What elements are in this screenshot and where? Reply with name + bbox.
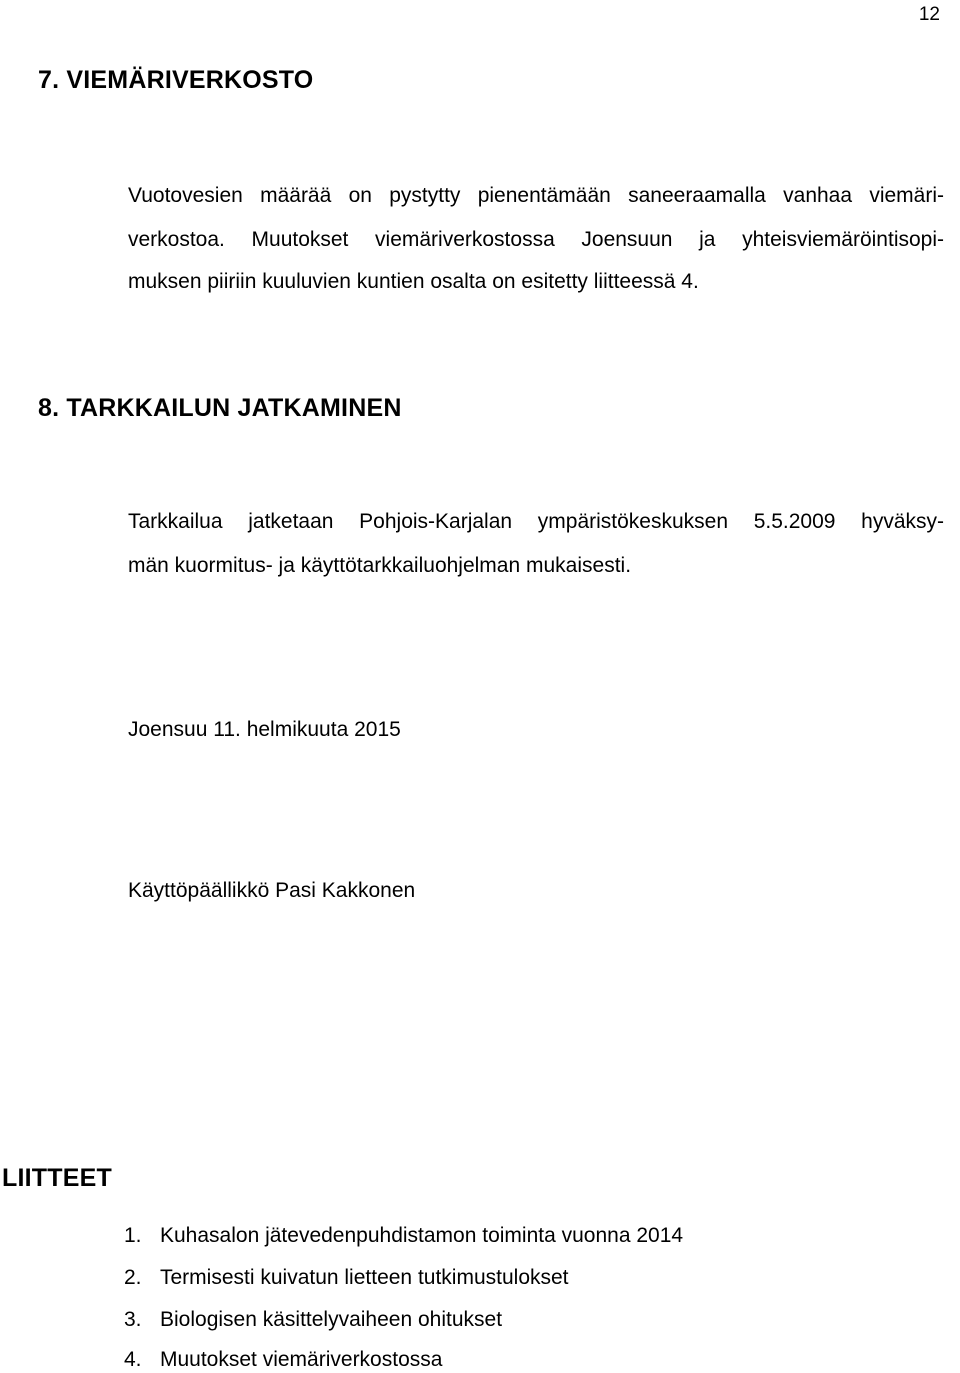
attachments-heading: LIITTEET xyxy=(2,1164,112,1192)
section-8-paragraph-line: Tarkkailua jatketaan Pohjois-Karjalan ympäristökeskuksen 5.5.2009 hyväksy- xyxy=(128,510,944,533)
page-number: 12 xyxy=(918,4,940,25)
section-7-paragraph-line: Vuotovesien määrää on pystytty pienentämään saneeraamalla vanhaa viemäri- xyxy=(128,184,944,207)
section-7-paragraph-line: muksen piiriin kuuluvien kuntien osalta on esitetty liitteessä 4. xyxy=(128,270,699,293)
attachment-number: 4. xyxy=(124,1348,142,1371)
attachment-number: 1. xyxy=(124,1224,142,1247)
attachment-title: Termisesti kuivatun lietteen tutkimustulokset xyxy=(160,1266,569,1289)
attachment-number: 2. xyxy=(124,1266,142,1289)
place-date: Joensuu 11. helmikuuta 2015 xyxy=(128,718,401,741)
attachment-title: Kuhasalon jätevedenpuhdistamon toiminta vuonna 2014 xyxy=(160,1224,684,1247)
section-8-paragraph-line: män kuormitus- ja käyttötarkkailuohjelman mukaisesti. xyxy=(128,554,632,577)
section-7-paragraph-line: verkostoa. Muutokset viemäriverkostossa Joensuun ja yhteisviemäröintisopi- xyxy=(128,228,944,251)
attachment-item xyxy=(0,1266,960,1292)
attachment-title: Muutokset viemäriverkostossa xyxy=(160,1348,443,1371)
signature: Käyttöpäällikkö Pasi Kakkonen xyxy=(128,879,416,902)
section-8-heading: 8. TARKKAILUN JATKAMINEN xyxy=(38,394,402,422)
attachment-item xyxy=(0,1308,960,1334)
attachment-item xyxy=(0,1348,960,1373)
attachment-item xyxy=(0,1224,960,1250)
attachment-title: Biologisen käsittelyvaiheen ohitukset xyxy=(160,1308,503,1331)
attachment-number: 3. xyxy=(124,1308,142,1331)
section-7-heading: 7. VIEMÄRIVERKOSTO xyxy=(38,66,314,94)
